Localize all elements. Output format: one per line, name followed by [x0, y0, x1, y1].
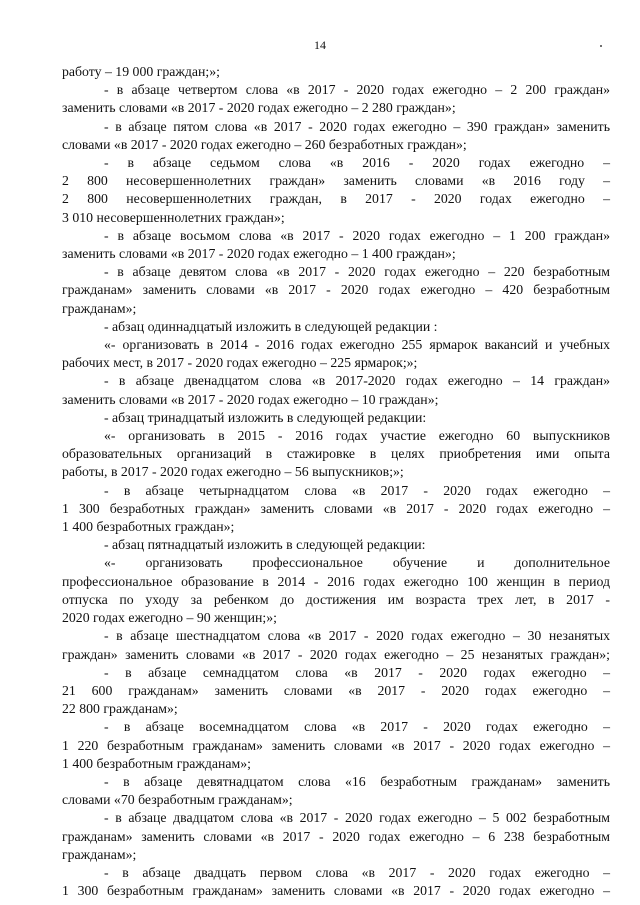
text-line: отпуска по уходу за ребенком до достижения им возраста трех лет, в 2017 - [62, 591, 610, 607]
text-line: «- организовать в 2015 - 2016 годах участие ежегодно 60 выпускников [104, 428, 610, 444]
text-line: словами «в 2017 - 2020 годах ежегодно – 260 безработных граждан»; [62, 136, 467, 152]
text-line: «- организовать в 2014 - 2016 годах ежегодно 255 ярмарок вакансий и учебных [104, 337, 610, 353]
text-line: 22 800 гражданам»; [62, 701, 178, 717]
text-line: граждан» заменить словами «в 2017 - 2020 годах ежегодно – 25 незанятых граждан»; [62, 646, 610, 662]
text-line: гражданам» заменить словами «в 2017 - 2020 годах ежегодно – 6 238 безработным [62, 828, 610, 844]
text-line: - в абзаце четырнадцатом слова «в 2017 - 2020 годах ежегодно – [104, 482, 610, 498]
text-line: гражданам»; [62, 300, 137, 316]
text-line: словами «70 безработным гражданам»; [62, 792, 293, 808]
text-line: 1 300 безработным гражданам» заменить словами «в 2017 - 2020 годах ежегодно – [62, 883, 610, 899]
text-line: 3 010 несовершеннолетних граждан»; [62, 209, 285, 225]
text-line: 1 400 безработных граждан»; [62, 519, 235, 535]
text-line: - в абзаце семнадцатом слова «в 2017 - 2020 годах ежегодно – [104, 664, 610, 680]
text-line: рабочих мест, в 2017 - 2020 годах ежегодно – 225 ярмарок;»; [62, 355, 418, 371]
text-line: 2 800 несовершеннолетних граждан, в 2017 - 2020 годах ежегодно – [62, 191, 610, 207]
text-line: - в абзаце шестнадцатом слова «в 2017 - 2020 годах ежегодно – 30 незанятых [104, 628, 610, 644]
text-line: образовательных организаций в стажировке в целях приобретения ими опыта [62, 446, 610, 462]
text-line: «- организовать профессиональное обучение и дополнительное [104, 555, 610, 571]
text-line: 1 300 безработных граждан» заменить словами «в 2017 - 2020 годах ежегодно – [62, 500, 610, 516]
text-line: - в абзаце девятнадцатом слова «16 безработным гражданам» заменить [104, 773, 610, 789]
text-line: 1 220 безработным гражданам» заменить словами «в 2017 - 2020 годах ежегодно – [62, 737, 610, 753]
text-line: работу – 19 000 граждан;»; [62, 64, 220, 79]
text-line: - в абзаце пятом слова «в 2017 - 2020 годах ежегодно – 390 граждан» заменить [104, 118, 610, 134]
text-line: - в абзаце двадцать первом слова «в 2017 - 2020 годах ежегодно – [104, 864, 610, 880]
text-line: профессиональное образование в 2014 - 2016 годах ежегодно 100 женщин в период [62, 573, 610, 589]
text-line: 1 400 безработным гражданам»; [62, 755, 252, 771]
text-line: 21 600 гражданам» заменить словами «в 2017 - 2020 годах ежегодно – [62, 682, 610, 698]
text-line: - в абзаце восьмом слова «в 2017 - 2020 годах ежегодно – 1 200 граждан» [104, 227, 610, 243]
text-line: гражданам»; [62, 846, 137, 862]
page-number: 14 [314, 38, 326, 52]
text-line: заменить словами «в 2017 - 2020 годах ежегодно – 1 400 граждан»; [62, 246, 456, 262]
text-line: гражданам» заменить словами «в 2017 - 2020 годах ежегодно – 420 безработным [62, 282, 610, 298]
text-line: - в абзаце восемнадцатом слова «в 2017 - 2020 годах ежегодно – [104, 719, 610, 735]
text-line: - абзац одиннадцатый изложить в следующей редакции : [104, 318, 438, 334]
text-line: - в абзаце двенадцатом слова «в 2017-2020 годах ежегодно – 14 граждан» [104, 373, 610, 389]
text-line: - абзац пятнадцатый изложить в следующей редакции: [104, 537, 426, 553]
scan-speck [600, 45, 602, 47]
document-body [62, 63, 610, 900]
text-line: - в абзаце девятом слова «в 2017 - 2020 годах ежегодно – 220 безработным [104, 264, 610, 280]
text-line: - в абзаце четвертом слова «в 2017 - 2020 годах ежегодно – 2 200 граждан» [104, 82, 610, 98]
text-line: 2 800 несовершеннолетних граждан» заменить словами «в 2016 году – [62, 173, 610, 189]
text-line: работы, в 2017 - 2020 годах ежегодно – 56 выпускников;»; [62, 464, 404, 480]
text-line: заменить словами «в 2017 - 2020 годах ежегодно – 10 граждан»; [62, 391, 439, 407]
text-line: заменить словами «в 2017 - 2020 годах ежегодно – 2 280 граждан»; [62, 100, 456, 116]
text-line: - в абзаце двадцатом слова «в 2017 - 2020 годах ежегодно – 5 002 безработным [104, 810, 610, 826]
text-line: 2020 годах ежегодно – 90 женщин;»; [62, 610, 277, 626]
text-line: - абзац тринадцатый изложить в следующей редакции: [104, 409, 427, 425]
text-line: - в абзаце седьмом слова «в 2016 - 2020 годах ежегодно – [104, 155, 610, 171]
